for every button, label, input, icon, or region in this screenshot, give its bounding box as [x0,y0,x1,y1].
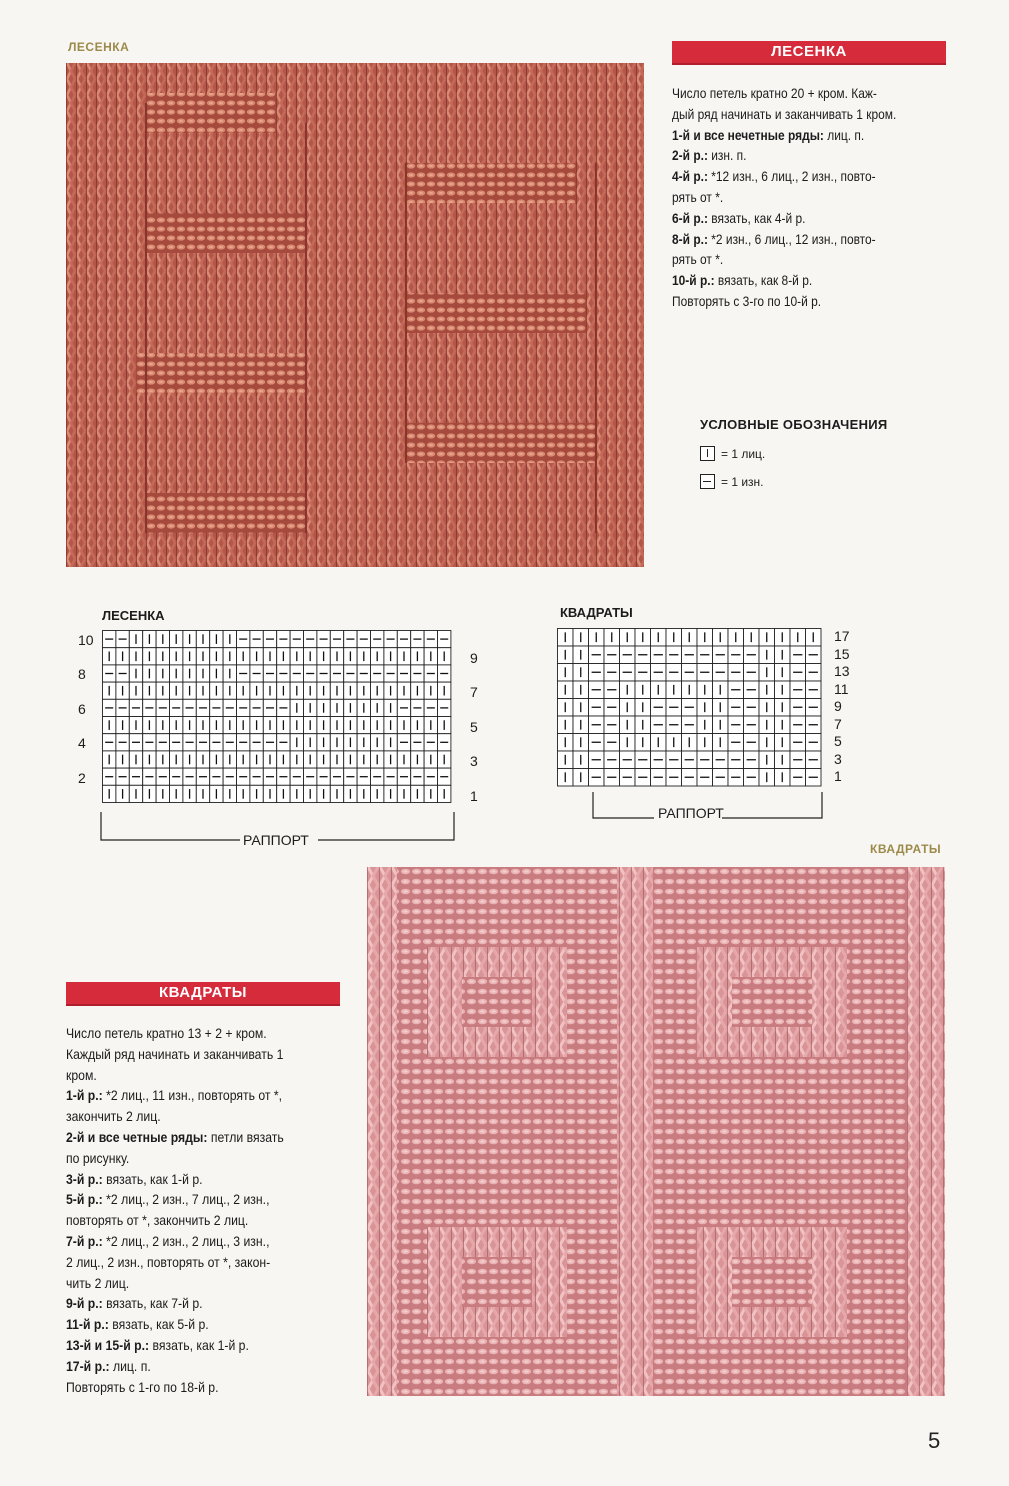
instruction-text: рять от *. [672,189,724,205]
ladder-chart-grid [102,630,454,810]
squares-repeat-label: РАППОРТ [658,805,724,821]
instruction-line [66,1336,284,1357]
instruction-text: рять от *. [672,252,724,268]
instruction-text: вязать, как 4-й р. [707,210,806,226]
page-number: 5 [928,1428,941,1453]
instruction-text: Число петель кратно 20 + кром. Каж- [672,86,877,101]
instruction-line [66,1086,284,1107]
instruction-line [66,1066,284,1087]
legend-purl-label: = 1 изн. [721,474,764,489]
row-number: 15 [834,645,850,662]
row-number: 9 [834,698,842,714]
instruction-text: повторять от *, закончить 2 лиц. [66,1213,249,1229]
ladder-section-header: ЛЕСЕНКА [672,41,946,65]
row-number: 1 [470,787,478,804]
instruction-line [66,1211,284,1232]
instruction-text: по рисунку. [66,1150,130,1166]
row-number: 7 [470,684,478,701]
instruction-line [66,1253,284,1274]
instruction-row-label: 6-й р.: [672,210,708,226]
instruction-row-label: 1-й р.: [66,1088,103,1104]
instruction-row-label: 2-й и все четные ряды: [66,1129,208,1145]
instruction-row-label: 10-й р.: [672,273,715,289]
instruction-line [672,230,896,251]
legend-item-purl [700,474,764,489]
instruction-text: *12 изн., 6 лиц., 2 изн., повто- [707,169,876,185]
ladder-swatch-photo [66,63,644,567]
instruction-row-label: 7-й р.: [66,1233,103,1249]
instruction-line [66,1149,284,1170]
instruction-text: Каждый ряд начинать и заканчивать 1 [66,1046,284,1062]
instruction-text: вязать, как 1-й р. [102,1171,203,1187]
row-number: 2 [78,769,86,786]
instruction-text: лиц. п. [823,127,865,143]
ladder-chart-title: ЛЕСЕНКА [102,608,165,623]
instruction-row-label: 1-й и все нечетные ряды: [672,127,824,143]
instruction-text: лиц. п. [109,1358,151,1374]
instruction-line [672,105,896,126]
squares-section-header: КВАДРАТЫ [66,982,340,1006]
squares-photo-label: КВАДРАТЫ [870,842,942,856]
instruction-line [672,84,896,105]
instruction-text: *2 лиц., 11 изн., повторять от *, [102,1088,283,1104]
squares-instructions [66,1024,284,1398]
instruction-text: *2 лиц., 2 изн., 2 лиц., 3 изн., [102,1233,270,1249]
instruction-line [66,1128,284,1149]
instruction-line [66,1378,284,1399]
row-number: 11 [834,680,849,697]
ladder-repeat-label: РАППОРТ [243,832,309,848]
instruction-text: *2 лиц., 2 изн., 7 лиц., 2 изн., [102,1192,270,1208]
instruction-text: Повторять с 1-го по 18-й р. [66,1379,219,1395]
instruction-text: вязать, как 7-й р. [102,1296,203,1312]
row-number: 5 [470,718,478,735]
ladder-instructions [672,84,896,313]
row-number: 9 [470,650,478,666]
instruction-text: вязать, как 1-й р. [149,1337,249,1353]
row-number: 8 [78,666,86,683]
instruction-text: закончить 2 лиц. [66,1109,161,1125]
instruction-text: чить 2 лиц. [66,1275,130,1291]
instruction-row-label: 9-й р.: [66,1296,103,1312]
row-number: 1 [834,768,842,784]
row-number: 17 [834,628,850,644]
instruction-row-label: 4-й р.: [672,169,708,185]
instruction-line [66,1274,284,1295]
instruction-line [672,271,896,292]
instruction-text: вязать, как 5-й р. [108,1317,209,1333]
instruction-row-label: 17-й р.: [66,1358,110,1374]
instruction-text: кром. [66,1067,97,1083]
instruction-line [672,188,896,209]
instruction-line [66,1232,284,1253]
legend-knit-label: = 1 лиц. [721,446,766,461]
instruction-text: Повторять с 3-го по 10-й р. [672,293,822,309]
instruction-row-label: 5-й р.: [66,1192,103,1208]
row-number: 13 [834,663,850,679]
instruction-line [672,209,896,230]
instruction-line [66,1107,284,1128]
squares-chart-grid [557,628,825,788]
instruction-row-label: 3-й р.: [66,1171,103,1187]
row-number: 6 [78,700,86,717]
instruction-line [672,250,896,271]
instruction-text: изн. п. [707,148,747,164]
instruction-line [672,146,896,167]
row-number: 3 [470,753,478,770]
instruction-text: *2 изн., 6 лиц., 12 изн., повто- [707,231,876,247]
row-number: 4 [78,735,86,752]
row-number: 10 [78,632,94,648]
instruction-text: дый ряд начинать и заканчивать 1 кром. [672,106,897,122]
instruction-row-label: 11-й р.: [66,1317,109,1333]
row-number: 3 [834,750,842,767]
instruction-line [66,1294,284,1315]
instruction-text: петли вязать [207,1129,284,1145]
instruction-line [66,1190,284,1211]
instruction-line [66,1045,284,1066]
squares-swatch-photo [367,867,945,1396]
instruction-text: 2 лиц., 2 изн., повторять от *, закон- [66,1254,271,1270]
purl-symbol-icon [700,474,715,489]
row-number: 5 [834,733,842,749]
instruction-line [672,292,896,313]
instruction-line [66,1357,284,1378]
instruction-line [66,1024,284,1045]
instruction-row-label: 8-й р.: [672,231,708,247]
instruction-line [672,167,896,188]
row-number: 7 [834,715,842,732]
instruction-line [66,1170,284,1191]
instruction-row-label: 2-й р.: [672,148,708,164]
instruction-line [66,1315,284,1336]
legend-title: УСЛОВНЫЕ ОБОЗНАЧЕНИЯ [700,417,888,432]
legend-item-knit [700,446,765,461]
ladder-photo-label: ЛЕСЕНКА [68,40,130,54]
squares-chart-title: КВАДРАТЫ [560,605,633,620]
knit-symbol-icon [700,446,715,461]
instruction-row-label: 13-й и 15-й р.: [66,1337,150,1353]
instruction-line [672,126,896,147]
instruction-text: Число петель кратно 13 + 2 + кром. [66,1026,267,1041]
instruction-text: вязать, как 8-й р. [714,273,813,289]
